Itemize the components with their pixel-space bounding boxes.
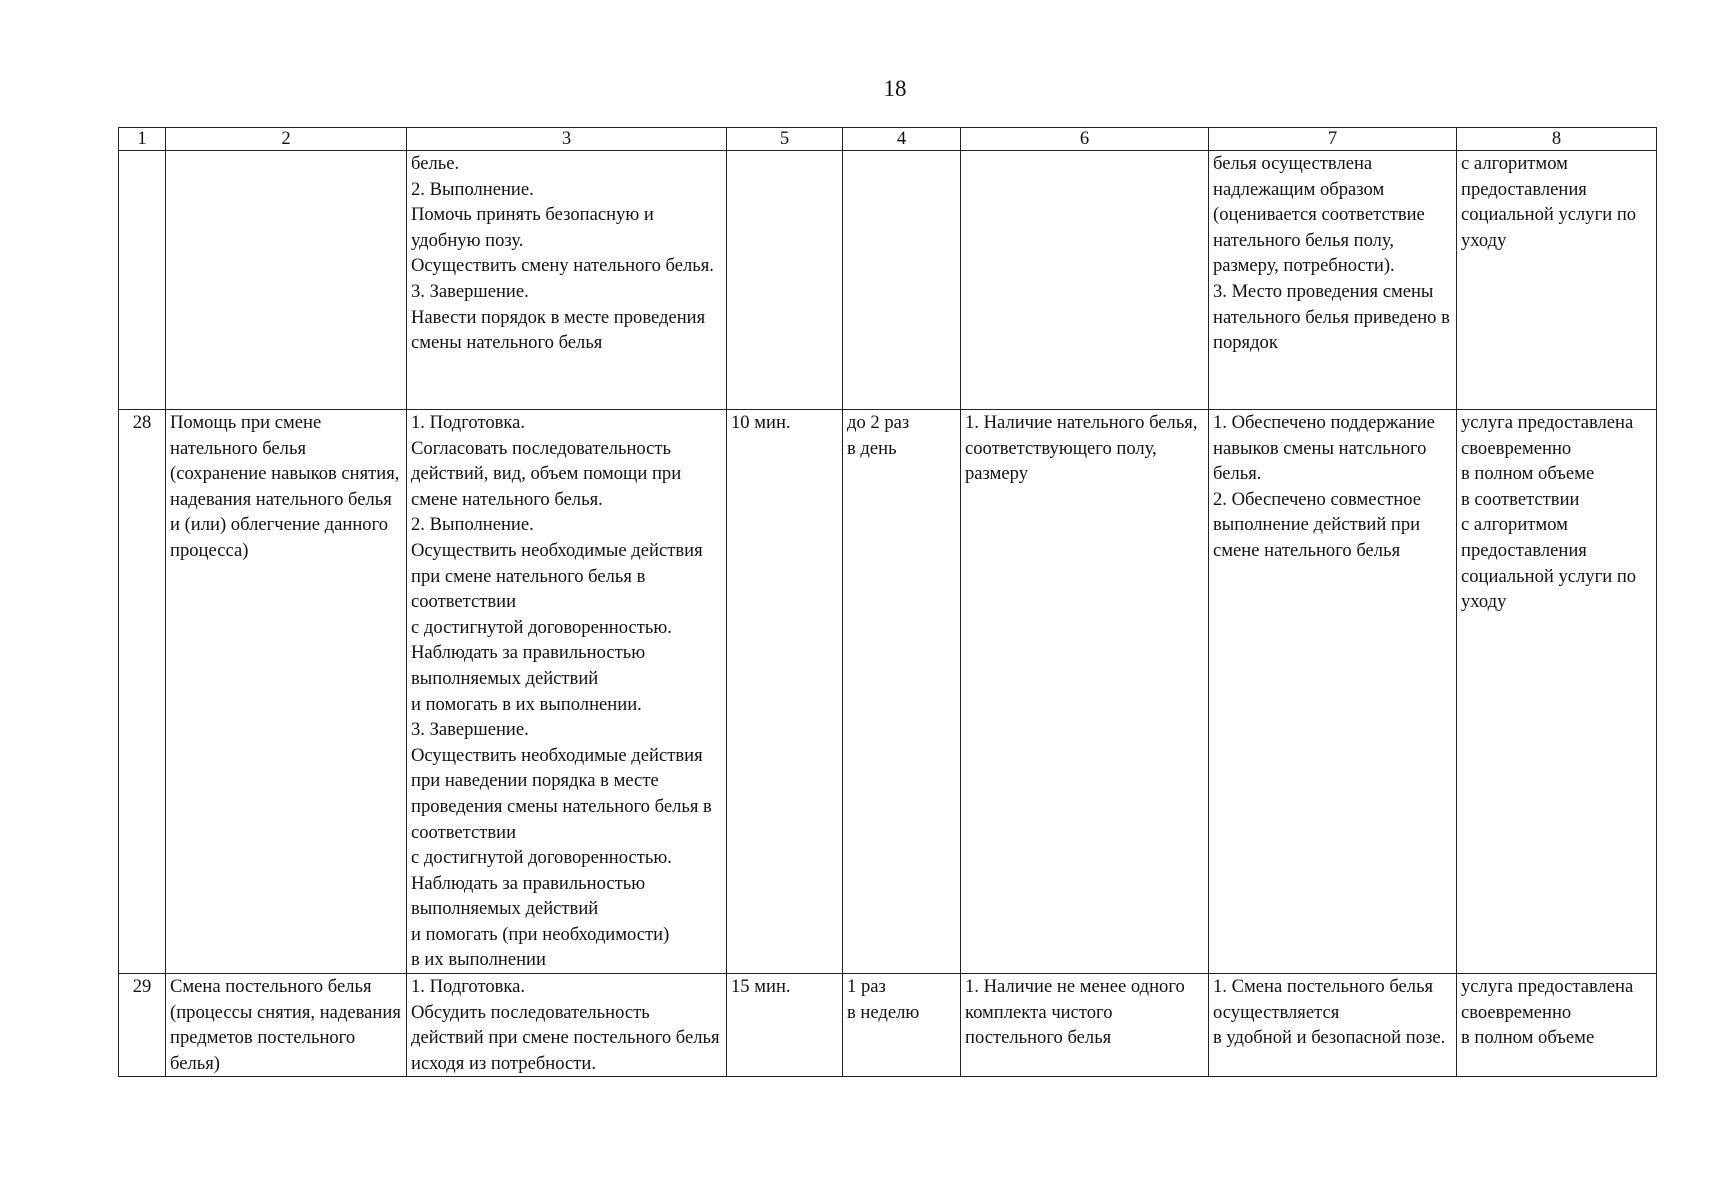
column-header: 6 xyxy=(961,128,1209,151)
service-description: 1. Подготовка. Согласовать последовательность действий, вид, объем помощи при смене нательного белья. 2. Выполнение. Осуществить необходимые действия при смене нательного белья в соответствии с достигнутой договоренностью. Наблюдать за правильностью выполняемых действий и помогать в их выполнении. 3. Завершение. Осуществить необходимые действия при наведении порядка в месте проведения смены нательного белья в соответствии с достигнутой договоренностью. Наблюдать за правильностью выполняемых действий и помогать (при необходимости) в их выполнении xyxy=(407,410,727,974)
service-evaluation: с алгоритмом предоставления социальной услуги по уходу xyxy=(1457,151,1657,410)
table-row xyxy=(119,151,1657,410)
service-description: белье. 2. Выполнение. Помочь принять безопасную и удобную позу. Осуществить смену нательного белья. 3. Завершение. Навести порядок в месте проведения смены нательного белья xyxy=(407,151,727,410)
row-number: 28 xyxy=(119,410,166,974)
row-number: 29 xyxy=(119,974,166,1077)
service-frequency xyxy=(843,151,961,410)
table-row xyxy=(119,974,1657,1077)
row-number xyxy=(119,151,166,410)
service-name xyxy=(166,151,407,410)
service-indicators: 1. Обеспечено поддержание навыков смены натсльного белья. 2. Обеспечено совместное выполнение действий при смене нательного белья xyxy=(1209,410,1457,974)
column-header: 3 xyxy=(407,128,727,151)
column-header: 2 xyxy=(166,128,407,151)
service-frequency: до 2 раз в день xyxy=(843,410,961,974)
header-row xyxy=(119,128,1657,151)
service-indicators: 1. Смена постельного белья осуществляется в удобной и безопасной позе. xyxy=(1209,974,1457,1077)
service-name: Помощь при смене нательного белья (сохранение навыков снятия, надевания нательного белья и (или) облегчение данного процесса) xyxy=(166,410,407,974)
service-conditions xyxy=(961,151,1209,410)
column-header: 1 xyxy=(119,128,166,151)
page-number: 18 xyxy=(883,76,907,101)
column-header: 4 xyxy=(843,128,961,151)
column-header: 8 xyxy=(1457,128,1657,151)
service-conditions: 1. Наличие нательного белья, соответствующего полу, размеру xyxy=(961,410,1209,974)
column-header: 7 xyxy=(1209,128,1457,151)
service-evaluation: услуга предоставлена своевременно в полном объеме xyxy=(1457,974,1657,1077)
service-time xyxy=(727,151,843,410)
service-time: 15 мин. xyxy=(727,974,843,1077)
services-table xyxy=(118,127,1657,1077)
service-conditions: 1. Наличие не менее одного комплекта чистого постельного белья xyxy=(961,974,1209,1077)
service-evaluation: услуга предоставлена своевременно в полном объеме в соответствии с алгоритмом предоставления социальной услуги по уходу xyxy=(1457,410,1657,974)
service-frequency: 1 раз в неделю xyxy=(843,974,961,1077)
service-description: 1. Подготовка. Обсудить последовательность действий при смене постельного белья исходя из потребности. xyxy=(407,974,727,1077)
column-header: 5 xyxy=(727,128,843,151)
service-name: Смена постельного белья (процессы снятия, надевания предметов постельного белья) xyxy=(166,974,407,1077)
table-row xyxy=(119,410,1657,974)
service-time: 10 мин. xyxy=(727,410,843,974)
service-indicators: белья осуществлена надлежащим образом (оценивается соответствие нательного белья полу, размеру, потребности). 3. Место проведения смены нательного белья приведено в порядок xyxy=(1209,151,1457,410)
